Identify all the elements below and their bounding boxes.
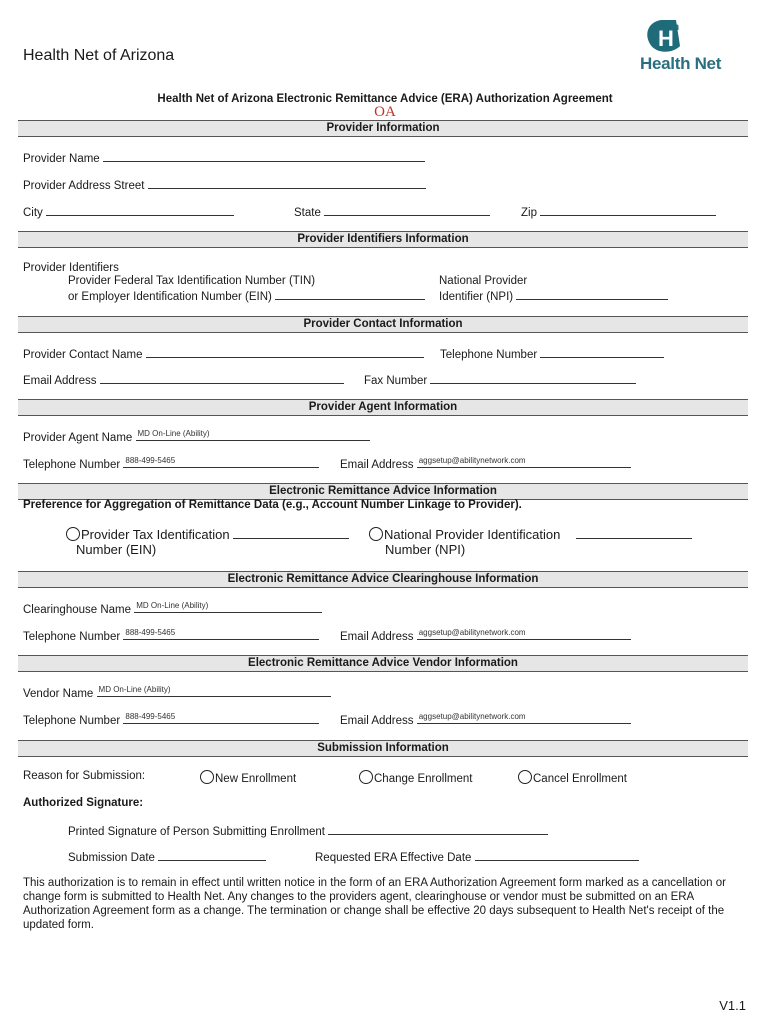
section-provider-information: Provider Information — [18, 120, 748, 137]
vendor-name-field[interactable] — [97, 685, 331, 697]
vendor-name-value: MD On-Line (Ability) — [98, 685, 171, 694]
provider-street-row — [23, 177, 426, 192]
clearinghouse-name-label: Clearinghouse Name — [23, 604, 132, 616]
submission-date-label: Submission Date — [68, 852, 155, 864]
oa-stamp: OA — [374, 104, 396, 120]
npi-option-label-line2: Number (NPI) — [385, 542, 466, 557]
agent-phone-row — [23, 456, 319, 471]
clearinghouse-phone-row — [23, 628, 319, 643]
npi-label-line2: Identifier (NPI) — [439, 291, 514, 303]
section-clearinghouse: Electronic Remittance Advice Clearinghouse Information — [18, 571, 748, 588]
provider-name-row — [23, 150, 425, 165]
authorized-signature-label: Authorized Signature: — [23, 797, 144, 809]
city-label: City — [23, 207, 43, 219]
clearinghouse-email-value: aggsetup@abilitynetwork.com — [418, 628, 526, 637]
vendor-email-field[interactable] — [417, 712, 631, 724]
npi-field[interactable] — [516, 288, 668, 300]
clearinghouse-phone-field[interactable] — [123, 628, 319, 640]
contact-name-row — [23, 346, 424, 361]
tin-radio[interactable] — [66, 527, 80, 541]
npi-option-row — [369, 527, 692, 542]
state-row — [294, 204, 490, 219]
clearinghouse-name-row — [23, 601, 322, 616]
agent-email-field[interactable] — [417, 456, 631, 468]
section-provider-identifiers: Provider Identifiers Information — [18, 231, 748, 248]
state-label: State — [294, 207, 321, 219]
tin-option-label-line2: Number (EIN) — [76, 542, 157, 557]
agent-name-value: MD On-Line (Ability) — [137, 429, 210, 438]
cancel-enrollment-radio[interactable] — [518, 770, 532, 784]
svg-text:H: H — [658, 26, 674, 51]
clearinghouse-phone-label: Telephone Number — [23, 631, 121, 643]
npi-radio[interactable] — [369, 527, 383, 541]
provider-identifiers-label: Provider Identifiers — [23, 262, 119, 274]
fax-row — [364, 372, 636, 387]
vendor-name-row — [23, 685, 331, 700]
contact-email-row — [23, 372, 344, 387]
effective-date-row — [315, 849, 639, 864]
agent-name-label: Provider Agent Name — [23, 432, 133, 444]
agent-name-field[interactable] — [136, 429, 370, 441]
authorization-paragraph: This authorization is to remain in effect until written notice in the form of an ERA Authorization Agreement form marked as a cancellation or change form is submitted to Health Net. Any changes to the providers agent, clearinghouse or vendor must be submitted on an ERA Authorization Agreement form as a change. The termination or change shall be effective 20 days subsequent to Health Net's receipt of the updated form. — [23, 877, 726, 931]
zip-field[interactable] — [540, 204, 716, 216]
npi-label-line1: National Provider — [439, 275, 528, 287]
svg-text:n: n — [673, 22, 680, 33]
npi-option-label: National Provider Identification — [384, 527, 561, 542]
contact-phone-row — [440, 346, 664, 361]
printed-signature-label: Printed Signature of Person Submitting Enrollment — [68, 826, 325, 838]
city-field[interactable] — [46, 204, 234, 216]
version-label: V1.1 — [719, 998, 746, 1013]
change-enrollment-radio[interactable] — [359, 770, 373, 784]
change-enrollment-label: Change Enrollment — [374, 773, 473, 785]
contact-phone-label: Telephone Number — [440, 349, 538, 361]
fax-field[interactable] — [430, 372, 636, 384]
vendor-phone-label: Telephone Number — [23, 715, 121, 727]
tin-field[interactable] — [275, 288, 425, 300]
logo-text: Health Net — [640, 54, 722, 73]
tin-label-line1: Provider Federal Tax Identification Number (TIN) — [68, 275, 316, 287]
clearinghouse-email-label: Email Address — [340, 631, 414, 643]
vendor-phone-row — [23, 712, 319, 727]
aggregation-preference: Preference for Aggregation of Remittance Data (e.g., Account Number Linkage to Provider). — [23, 499, 522, 511]
vendor-email-label: Email Address — [340, 715, 414, 727]
fax-label: Fax Number — [364, 375, 428, 387]
tin-option-row — [66, 527, 349, 542]
tin-row — [68, 288, 425, 303]
submission-date-row — [68, 849, 266, 864]
clearinghouse-phone-value: 888-499-5465 — [125, 628, 176, 637]
state-field[interactable] — [324, 204, 490, 216]
cancel-enrollment-label: Cancel Enrollment — [533, 773, 627, 785]
section-vendor: Electronic Remittance Advice Vendor Information — [18, 655, 748, 672]
clearinghouse-name-value: MD On-Line (Ability) — [136, 601, 209, 610]
change-enrollment-option[interactable] — [359, 770, 472, 785]
reason-label: Reason for Submission: — [23, 770, 146, 782]
section-provider-contact: Provider Contact Information — [18, 316, 748, 333]
agent-phone-label: Telephone Number — [23, 459, 121, 471]
submission-date-field[interactable] — [158, 849, 266, 861]
clearinghouse-email-field[interactable] — [417, 628, 631, 640]
tin-option-field[interactable] — [233, 527, 349, 539]
provider-name-field[interactable] — [103, 150, 425, 162]
agent-email-row — [340, 456, 631, 471]
agent-email-value: aggsetup@abilitynetwork.com — [418, 456, 526, 465]
vendor-email-row — [340, 712, 631, 727]
provider-street-label: Provider Address Street — [23, 180, 145, 192]
contact-email-field[interactable] — [100, 372, 344, 384]
vendor-name-label: Vendor Name — [23, 688, 94, 700]
clearinghouse-name-field[interactable] — [134, 601, 322, 613]
agent-email-label: Email Address — [340, 459, 414, 471]
tin-option-label: Provider Tax Identification — [81, 527, 230, 542]
agent-name-row — [23, 429, 370, 444]
agent-phone-field[interactable] — [123, 456, 319, 468]
zip-row — [521, 204, 716, 219]
new-enrollment-option[interactable] — [200, 770, 296, 785]
effective-date-field[interactable] — [475, 849, 639, 861]
agent-phone-value: 888-499-5465 — [125, 456, 176, 465]
tin-label-line2: or Employer Identification Number (EIN) — [68, 291, 272, 303]
vendor-phone-value: 888-499-5465 — [125, 712, 176, 721]
clearinghouse-email-row — [340, 628, 631, 643]
contact-name-label: Provider Contact Name — [23, 349, 143, 361]
effective-date-label: Requested ERA Effective Date — [315, 852, 472, 864]
printed-signature-row — [68, 823, 548, 838]
new-enrollment-radio[interactable] — [200, 770, 214, 784]
new-enrollment-label: New Enrollment — [215, 773, 297, 785]
provider-name-label: Provider Name — [23, 153, 100, 165]
section-era-information: Electronic Remittance Advice Information — [18, 483, 748, 500]
section-submission: Submission Information — [18, 740, 748, 757]
contact-email-label: Email Address — [23, 375, 97, 387]
organization-name: Health Net of Arizona — [23, 47, 175, 64]
zip-label: Zip — [521, 207, 537, 219]
contact-name-field[interactable] — [146, 346, 424, 358]
cancel-enrollment-option[interactable] — [518, 770, 627, 785]
contact-phone-field[interactable] — [540, 346, 664, 358]
npi-row — [439, 288, 668, 303]
vendor-phone-field[interactable] — [123, 712, 319, 724]
section-provider-agent: Provider Agent Information — [18, 399, 748, 416]
page-title: Health Net of Arizona Electronic Remittance Advice (ERA) Authorization Agreement — [157, 93, 613, 105]
city-row — [23, 204, 234, 219]
npi-option-field[interactable] — [576, 527, 692, 539]
provider-street-field[interactable] — [148, 177, 426, 189]
printed-signature-field[interactable] — [328, 823, 548, 835]
vendor-email-value: aggsetup@abilitynetwork.com — [418, 712, 526, 721]
